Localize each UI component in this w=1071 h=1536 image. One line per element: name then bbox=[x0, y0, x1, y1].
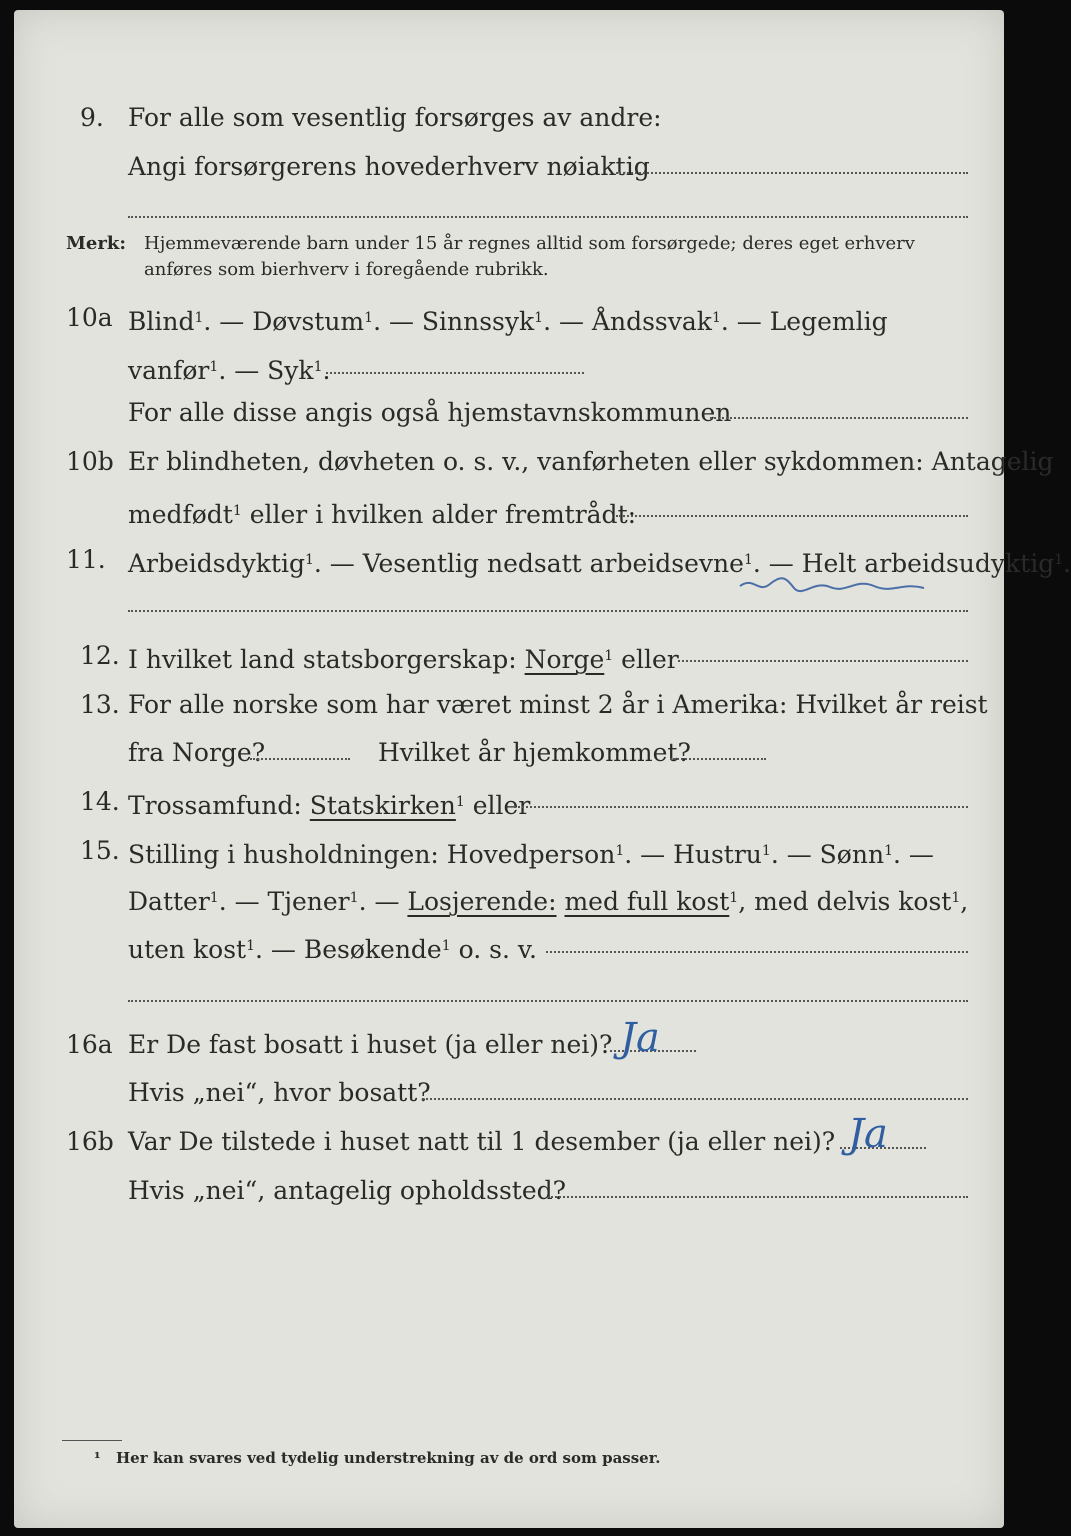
q15-line1: Stilling i husholdningen: Hovedperson$^1$. — Hustru$^1$. — Sønn$^1$. — bbox=[128, 840, 934, 869]
q10a-answer-line[interactable] bbox=[326, 372, 584, 374]
q15-number: 15. bbox=[80, 836, 120, 865]
census-form-page bbox=[14, 10, 1071, 1528]
q12-number: 12. bbox=[80, 641, 120, 670]
q11-number: 11. bbox=[66, 545, 106, 574]
q12-answer-line[interactable] bbox=[678, 660, 968, 662]
q16a-number: 16a bbox=[66, 1030, 113, 1059]
footnote-rule bbox=[62, 1440, 122, 1441]
q10a-number: 10a bbox=[66, 303, 113, 332]
q14-answer-line[interactable] bbox=[514, 806, 968, 808]
q9-number: 9. bbox=[80, 103, 104, 132]
q10a-line1: Blind$^1$. — Døvstum$^1$. — Sinnssyk$^1$. — Åndssvak$^1$. — Legemlig bbox=[128, 307, 888, 336]
full-kost-underlined: med full kost bbox=[564, 887, 730, 916]
merk-label: Merk: bbox=[66, 233, 126, 254]
q9-line1: For alle som vesentlig forsørges av andre: bbox=[128, 103, 662, 132]
q10a-line3: For alle disse angis også hjemstavnskommunen bbox=[128, 398, 732, 427]
q14-number: 14. bbox=[80, 787, 120, 816]
q10b-line1: Er blindheten, døvheten o. s. v., vanførheten eller sykdommen: Antagelig bbox=[128, 447, 1054, 476]
q13-line2b: Hvilket år hjemkommet? bbox=[378, 738, 691, 767]
norge-underlined: Norge bbox=[524, 645, 605, 674]
q9-answer-line[interactable] bbox=[616, 172, 968, 174]
q13-line1: For alle norske som har været minst 2 år i Amerika: Hvilket år reist bbox=[128, 690, 988, 719]
q15-line2: Datter$^1$. — Tjener$^1$. — Losjerende: med full kost$^1$, med delvis kost$^1$, bbox=[128, 887, 969, 916]
q15-answer-line[interactable] bbox=[546, 951, 968, 953]
losjerende-underlined: Losjerende: bbox=[407, 887, 557, 916]
q10a-hjemstavn-line[interactable] bbox=[710, 417, 968, 419]
q13-hjemkommet-line[interactable] bbox=[670, 758, 766, 760]
q16b-opholdssted-line[interactable] bbox=[548, 1196, 968, 1198]
q10b-line2: medfødt$^1$ eller i hvilken alder fremtrådt: bbox=[128, 500, 637, 529]
footnote-mark: ¹ bbox=[94, 1449, 101, 1467]
q16a-bosatt-line[interactable] bbox=[422, 1098, 968, 1100]
q16b-handwritten-answer: Ja bbox=[848, 1111, 888, 1157]
q9-line2: Angi forsørgerens hovederhverv nøiaktig bbox=[128, 152, 650, 181]
footnote-text: Her kan svares ved tydelig understrekning av de ord som passer. bbox=[116, 1449, 661, 1467]
q11-pen-scribble bbox=[734, 572, 934, 598]
q10b-number: 10b bbox=[66, 447, 114, 476]
merk-line2: anføres som bierhverv i foregående rubrikk. bbox=[144, 259, 549, 280]
q11-line: Arbeidsdyktig$^1$. — Vesentlig nedsatt arbeidsevne$^1$. — Helt arbeidsudyktig$^1$. bbox=[128, 549, 1071, 578]
q16a-handwritten-answer: Ja bbox=[620, 1015, 660, 1061]
q16a-line1: Er De fast bosatt i huset (ja eller nei)? bbox=[128, 1030, 613, 1059]
q9-answer-line-2[interactable] bbox=[128, 216, 968, 218]
q10b-answer-line[interactable] bbox=[616, 515, 968, 517]
q10a-line2: vanfør$^1$. — Syk$^1$. bbox=[128, 356, 331, 385]
q13-number: 13. bbox=[80, 690, 120, 719]
q16a-line2: Hvis „nei“, hvor bosatt? bbox=[128, 1078, 431, 1107]
q16b-line2: Hvis „nei“, antagelig opholdssted? bbox=[128, 1176, 567, 1205]
q13-line2a: fra Norge? bbox=[128, 738, 266, 767]
q15-line3: uten kost$^1$. — Besøkende$^1$ o. s. v. bbox=[128, 935, 537, 964]
q11-answer-line[interactable] bbox=[128, 610, 968, 612]
q16b-line1: Var De tilstede i huset natt til 1 desember (ja eller nei)? bbox=[128, 1127, 836, 1156]
merk-line1: Hjemmeværende barn under 15 år regnes alltid som forsørgede; deres eget erhverv bbox=[144, 233, 915, 254]
q15-answer-line-2[interactable] bbox=[128, 1000, 968, 1002]
q16b-number: 16b bbox=[66, 1127, 114, 1156]
q12-line: I hvilket land statsborgerskap: Norge$^1$ eller bbox=[128, 645, 679, 674]
q13-reist-line[interactable] bbox=[250, 758, 350, 760]
statskirken-underlined: Statskirken bbox=[309, 791, 456, 820]
q14-line: Trossamfund: Statskirken$^1$ eller bbox=[128, 791, 531, 820]
